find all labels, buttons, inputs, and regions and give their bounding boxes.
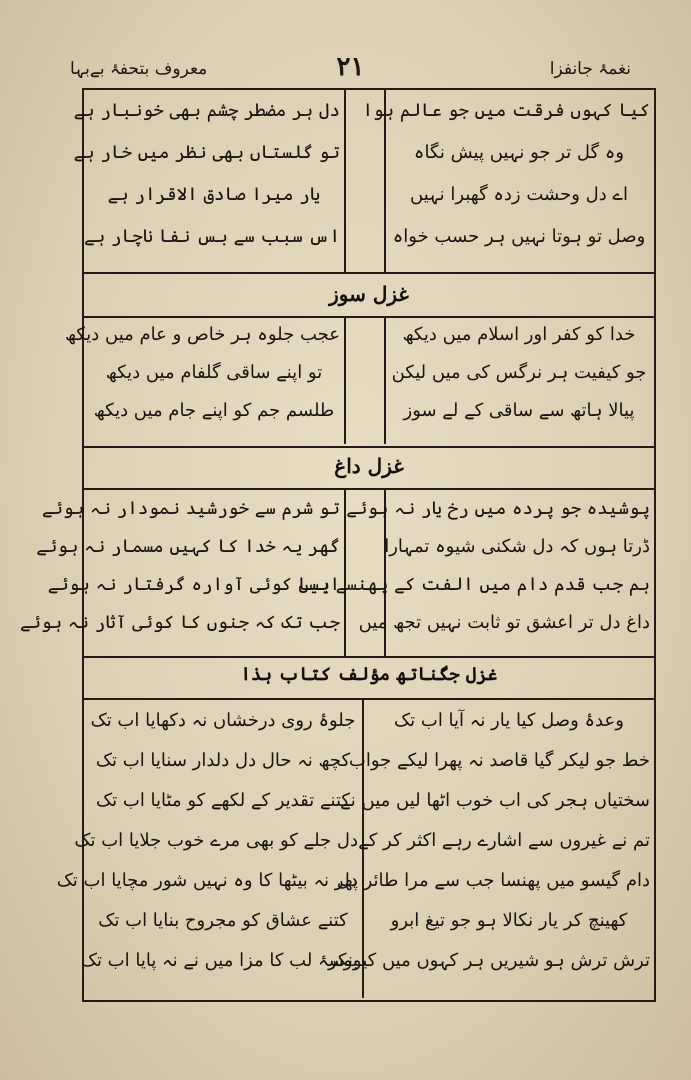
- verse-column-left: [56, 710, 358, 992]
- verse-line: ترش ترش ہو شیریں ہر کہوں میں کیونکر: [328, 950, 650, 971]
- verse-line: دل جلے کو بھی مرے خوب جلایا اب تک: [74, 830, 358, 851]
- rule: [84, 446, 654, 448]
- verse-line: کتنے عشاق کو مجروح بنایا اب تک: [98, 910, 348, 931]
- verse-line: ڈرتا ہوں کہ دل شکنی شیوہ تمہارا: [384, 536, 650, 557]
- column-divider: [344, 316, 346, 444]
- rule: [84, 656, 654, 658]
- column-divider: [384, 316, 386, 444]
- verse-column-right: [328, 710, 650, 992]
- verse-line: کھینچ کر یار نکالا ہو جو تیغ ابرو: [390, 910, 628, 931]
- verse-column-right: [362, 100, 650, 272]
- verse-line: تو گلستاں بھی نظر میں خار ہے: [73, 142, 340, 163]
- verse-line: تو شرم سے خورشید نمودار نہ ہوئے: [41, 498, 340, 519]
- verse-line: عجب جلوہ ہر خاص و عام میں دیکھ: [64, 324, 340, 345]
- verse-line: خدا کو کفر اور اسلام میں دیکھ: [402, 324, 636, 345]
- verse-line: اے دل وحشت زدہ گھبرا نہیں: [410, 184, 628, 205]
- verse-line: کچھ نہ حال دل دلدار سنایا اب تک: [95, 750, 351, 771]
- verse-line: طلسم جم کو اپنے جام میں دیکھ: [93, 400, 335, 421]
- verse-line: ہم جب قدم دام میں الفت کے پھنسے ہیں: [298, 574, 650, 595]
- verse-line: بوسۂ لب کا مزا میں نے نہ پایا اب تک: [80, 950, 358, 971]
- verse-column-left: [64, 324, 340, 444]
- verse-line: جلوۂ روی درخشاں نہ دکھایا اب تک: [90, 710, 356, 731]
- verse-line: تم نے غیروں سے اشارے رہے اکثر کر کے: [358, 830, 650, 851]
- verse-line: وہ گل تر جو نہیں پیش نگاہ: [413, 142, 625, 163]
- rule: [84, 272, 654, 274]
- verse-line: یار میرا صادق الاقرار ہے: [107, 184, 321, 205]
- verse-line: وعدۂ وصل کیا یار نہ آیا اب تک: [394, 710, 624, 731]
- verse-line: جب تک کہ جنوں کا کوئی آثار نہ ہوئے: [20, 612, 340, 633]
- verse-line: جو کیفیت ہر نرگس کی میں لیکن: [391, 362, 647, 383]
- ghazal-title: غزل داغ: [334, 454, 404, 478]
- verse-column-left: [73, 100, 340, 272]
- rule: [84, 488, 654, 490]
- verse-line: گھر یہ خدا کا کہیں مسمار نہ ہوئے: [36, 536, 340, 557]
- column-divider: [344, 90, 346, 272]
- verse-line: سختیاں ہجر کی اب خوب اٹھا لیں میں نے: [340, 790, 650, 811]
- verse-line: خط جو لیکر گیا قاصد نہ پھرا لیکے جواب: [348, 750, 650, 771]
- ghazal-title: غزل جگناتھ مؤلف کتاب ہذا: [240, 664, 498, 685]
- header-book-title: نغمۂ جانفزا: [549, 59, 631, 79]
- text-frame: [20, 88, 656, 1002]
- rule: [84, 698, 654, 700]
- verse-line: دام گیسو میں پھنسا جب سے مرا طائر دل: [336, 870, 650, 891]
- verse-line: دل ہر مضطر چشم بھی خونبار ہے: [73, 100, 340, 121]
- verse-line: پوشیدہ جو پردہ میں رخ یار نہ ہوئے: [346, 498, 650, 519]
- page-header: [70, 50, 631, 86]
- verse-line: داغ دل تر اعشق تو ثابت نہیں تجھ میں: [358, 612, 650, 633]
- verse-line: پیالا ہاتھ سے ساقی کے لے سوز: [403, 400, 635, 421]
- verse-line: پھر نہ بیٹھا کا وہ نہیں شور مچایا اب تک: [56, 870, 358, 891]
- verse-line: ایسا کوئی آوارہ گرفتار نہ ہوئے: [47, 574, 340, 595]
- verse-line: وصل تو ہوتا نہیں ہر حسب خواہ: [392, 226, 646, 247]
- verse-column-right: [388, 326, 650, 444]
- rule: [84, 316, 654, 318]
- verse-line: تو اپنے ساقی گلفام میں دیکھ: [105, 362, 323, 383]
- ghazal-title: غزل سوز: [329, 282, 409, 306]
- verse-column-left: [20, 498, 340, 656]
- page-number: ۲۱: [336, 52, 365, 82]
- verse-line: اس سبب سے بس نفا ناچار ہے: [84, 226, 340, 247]
- verse-line: کتنے تقدیر کے لکھے کو مٹایا اب تک: [96, 790, 350, 811]
- header-subtitle: معروف بتحفۂ بےبہا: [70, 59, 208, 79]
- verse-column-right: [298, 498, 650, 656]
- verse-line: کیا کہوں فرقت میں جو عالم ہوا: [362, 100, 650, 121]
